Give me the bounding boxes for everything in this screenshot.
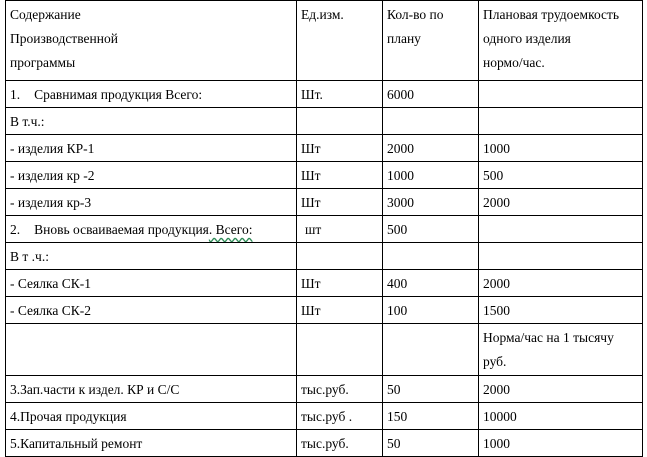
row-unit: шт	[297, 216, 383, 243]
row-labor: 1000	[479, 430, 643, 457]
row-qty	[383, 108, 479, 135]
row-name-text: Сравнимая продукция Всего:	[34, 87, 203, 102]
row-name: В т.ч.:	[6, 108, 297, 135]
row-name: - изделия кр-3	[6, 189, 297, 216]
row-unit	[297, 243, 383, 270]
header-plan-qty-line-1: Кол-во по	[387, 7, 444, 22]
row-qty: 2000	[383, 135, 479, 162]
row-name: - изделия кр -2	[6, 162, 297, 189]
header-content-line-2: Производственной	[10, 31, 118, 46]
row-number: 1.	[10, 87, 21, 102]
header-unit-text: Ед.изм.	[301, 7, 344, 22]
row-qty: 100	[383, 297, 479, 324]
row-name: 3.Зап.части к издел. КР и С/С	[6, 376, 297, 403]
table-header-row	[6, 1, 643, 81]
row-qty: 150	[383, 403, 479, 430]
labor-note-line-2: руб.	[483, 354, 507, 369]
row-unit: тыс.руб .	[297, 403, 383, 430]
header-content-line-1: Содержание	[10, 7, 81, 22]
table-row	[6, 430, 643, 457]
row-labor: 10000	[479, 403, 643, 430]
row-qty	[383, 243, 479, 270]
header-labor	[479, 1, 643, 81]
row-labor-note	[479, 324, 643, 376]
row-name: 4.Прочая продукция	[6, 403, 297, 430]
header-labor-line-3: нормо/час.	[483, 55, 545, 70]
row-name: - Сеялка СК-2	[6, 297, 297, 324]
row-labor	[479, 243, 643, 270]
row-labor: 2000	[479, 270, 643, 297]
table-row	[6, 108, 643, 135]
row-name: - изделия КР-1	[6, 135, 297, 162]
row-labor: 1000	[479, 135, 643, 162]
production-program-table	[5, 0, 643, 457]
row-unit: Шт.	[297, 81, 383, 108]
table-row	[6, 297, 643, 324]
row-name-text: Вновь осваиваемая продукция	[34, 222, 209, 237]
labor-note-line-1: Норма/час на 1 тысячу	[483, 330, 614, 345]
row-qty: 1000	[383, 162, 479, 189]
row-name	[6, 216, 297, 243]
table-row	[6, 135, 643, 162]
row-labor	[479, 216, 643, 243]
row-unit: Шт	[297, 297, 383, 324]
table-row	[6, 324, 643, 376]
row-qty: 3000	[383, 189, 479, 216]
row-labor	[479, 81, 643, 108]
row-qty	[383, 324, 479, 376]
header-content	[6, 1, 297, 81]
row-labor: 1500	[479, 297, 643, 324]
table-row	[6, 270, 643, 297]
row-labor: 2000	[479, 189, 643, 216]
row-name-suffix: . Всего:	[208, 222, 253, 237]
header-unit	[297, 1, 383, 81]
table-row	[6, 403, 643, 430]
table-row	[6, 162, 643, 189]
header-labor-line-1: Плановая трудоемкость	[483, 7, 620, 22]
table-row	[6, 189, 643, 216]
header-content-line-3: программы	[10, 55, 76, 70]
row-name: - Сеялка СК-1	[6, 270, 297, 297]
row-unit: Шт	[297, 270, 383, 297]
header-labor-line-2: одного изделия	[483, 31, 571, 46]
row-unit: тыс.руб.	[297, 376, 383, 403]
row-labor: 500	[479, 162, 643, 189]
row-name: В т .ч.:	[6, 243, 297, 270]
row-qty: 500	[383, 216, 479, 243]
row-qty: 400	[383, 270, 479, 297]
row-unit: Шт	[297, 189, 383, 216]
table-row	[6, 243, 643, 270]
row-unit: Шт	[297, 135, 383, 162]
table-row	[6, 376, 643, 403]
row-labor: 2000	[479, 376, 643, 403]
row-name: 5.Капитальный ремонт	[6, 430, 297, 457]
row-unit: тыс.руб.	[297, 430, 383, 457]
row-number: 2.	[10, 222, 21, 237]
row-name	[6, 81, 297, 108]
header-plan-qty-line-2: плану	[387, 31, 421, 46]
row-name	[6, 324, 297, 376]
table-row	[6, 216, 643, 243]
row-unit	[297, 324, 383, 376]
table-row	[6, 81, 643, 108]
header-plan-qty	[383, 1, 479, 81]
row-unit	[297, 108, 383, 135]
row-qty: 50	[383, 376, 479, 403]
row-qty: 6000	[383, 81, 479, 108]
row-qty: 50	[383, 430, 479, 457]
row-unit: Шт	[297, 162, 383, 189]
row-labor	[479, 108, 643, 135]
